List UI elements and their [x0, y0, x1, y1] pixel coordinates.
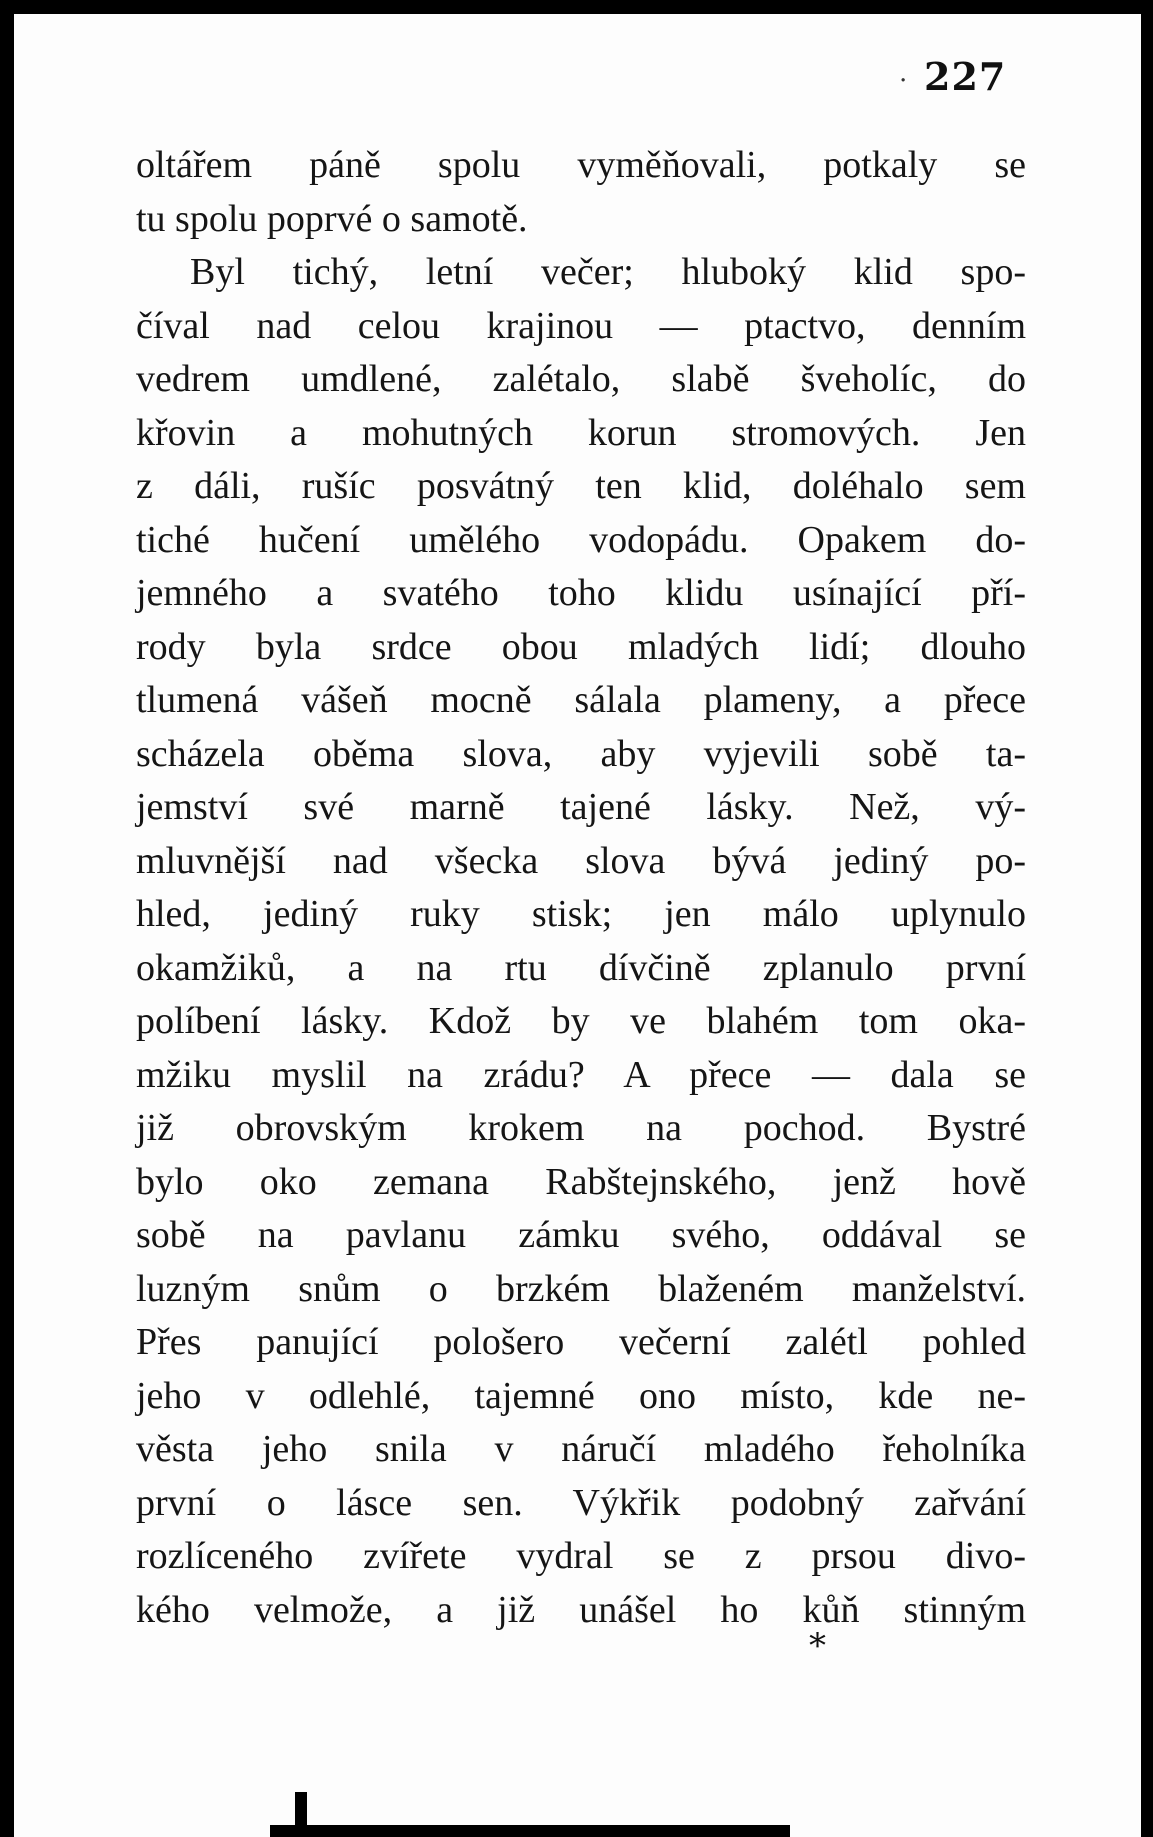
signature-mark: *: [809, 1626, 826, 1666]
text-line: rody byla srdce obou mladých lidí; dlouho: [136, 625, 1026, 668]
book-page: [14, 14, 1141, 1837]
text-line: tu spolu poprvé o samotě.: [136, 197, 528, 240]
text-line: první o lásce sen. Výkřik podobný zařvání: [136, 1481, 1026, 1524]
text-line: sobě na pavlanu zámku svého, oddával se: [136, 1214, 1026, 1256]
text-line: již obrovským krokem na pochod. Bystré: [136, 1107, 1026, 1149]
text-line: mluvnější nad všecka slova bývá jediný po-: [136, 839, 1026, 882]
page-number: 227: [924, 54, 1007, 99]
text-line: z dáli, rušíc posvátný ten klid, doléhalo sem: [136, 465, 1026, 507]
page-number-dot: .: [899, 58, 908, 88]
text-line: okamžiků, a na rtu dívčině zplanulo první: [136, 946, 1026, 989]
text-line: jemství své marně tajené lásky. Než, vý-: [136, 786, 1026, 828]
text-line: scházela oběma slova, aby vyjevili sobě ta-: [136, 732, 1026, 775]
text-line: Přes panující pološero večerní zalétl pohled: [136, 1321, 1026, 1363]
text-line: luzným snům o brzkém blaženém manželství.: [136, 1267, 1026, 1310]
text-line: políbení lásky. Kdož by ve blahém tom oka-: [136, 1000, 1026, 1042]
text-line: bylo oko zemana Rabštejnského, jenž hově: [136, 1160, 1026, 1203]
text-line: křovin a mohutných korun stromových. Jen: [136, 411, 1026, 454]
text-line: číval nad celou krajinou — ptactvo, denním: [136, 304, 1026, 347]
text-line: rozlíceného zvířete vydral se z prsou divo-: [136, 1535, 1026, 1577]
text-line: oltářem páně spolu vyměňovali, potkaly se: [136, 144, 1026, 186]
text-line: kého velmože, a již unášel ho kůň stinným: [136, 1588, 1026, 1631]
text-line: hled, jediný ruky stisk; jen málo uplynulo: [136, 893, 1026, 935]
text-line: jemného a svatého toho klidu usínající pří-: [136, 572, 1026, 614]
text-line: věsta jeho snila v náručí mladého řeholníka: [136, 1428, 1026, 1470]
text-line: tiché hučení umělého vodopádu. Opakem do-: [136, 518, 1026, 561]
body-text: [136, 139, 1026, 1637]
text-line: vedrem umdlené, zalétalo, slabě šveholíc, do: [136, 358, 1026, 400]
text-line: Byl tichý, letní večer; hluboký klid spo-: [190, 251, 1026, 293]
text-line: tlumená vášeň mocně sálala plameny, a přece: [136, 679, 1026, 721]
text-line: jeho v odlehlé, tajemné ono místo, kde ne-: [136, 1374, 1026, 1417]
scan-edge: [270, 1825, 790, 1837]
text-line: mžiku myslil na zrádu? A přece — dala se: [136, 1053, 1026, 1096]
